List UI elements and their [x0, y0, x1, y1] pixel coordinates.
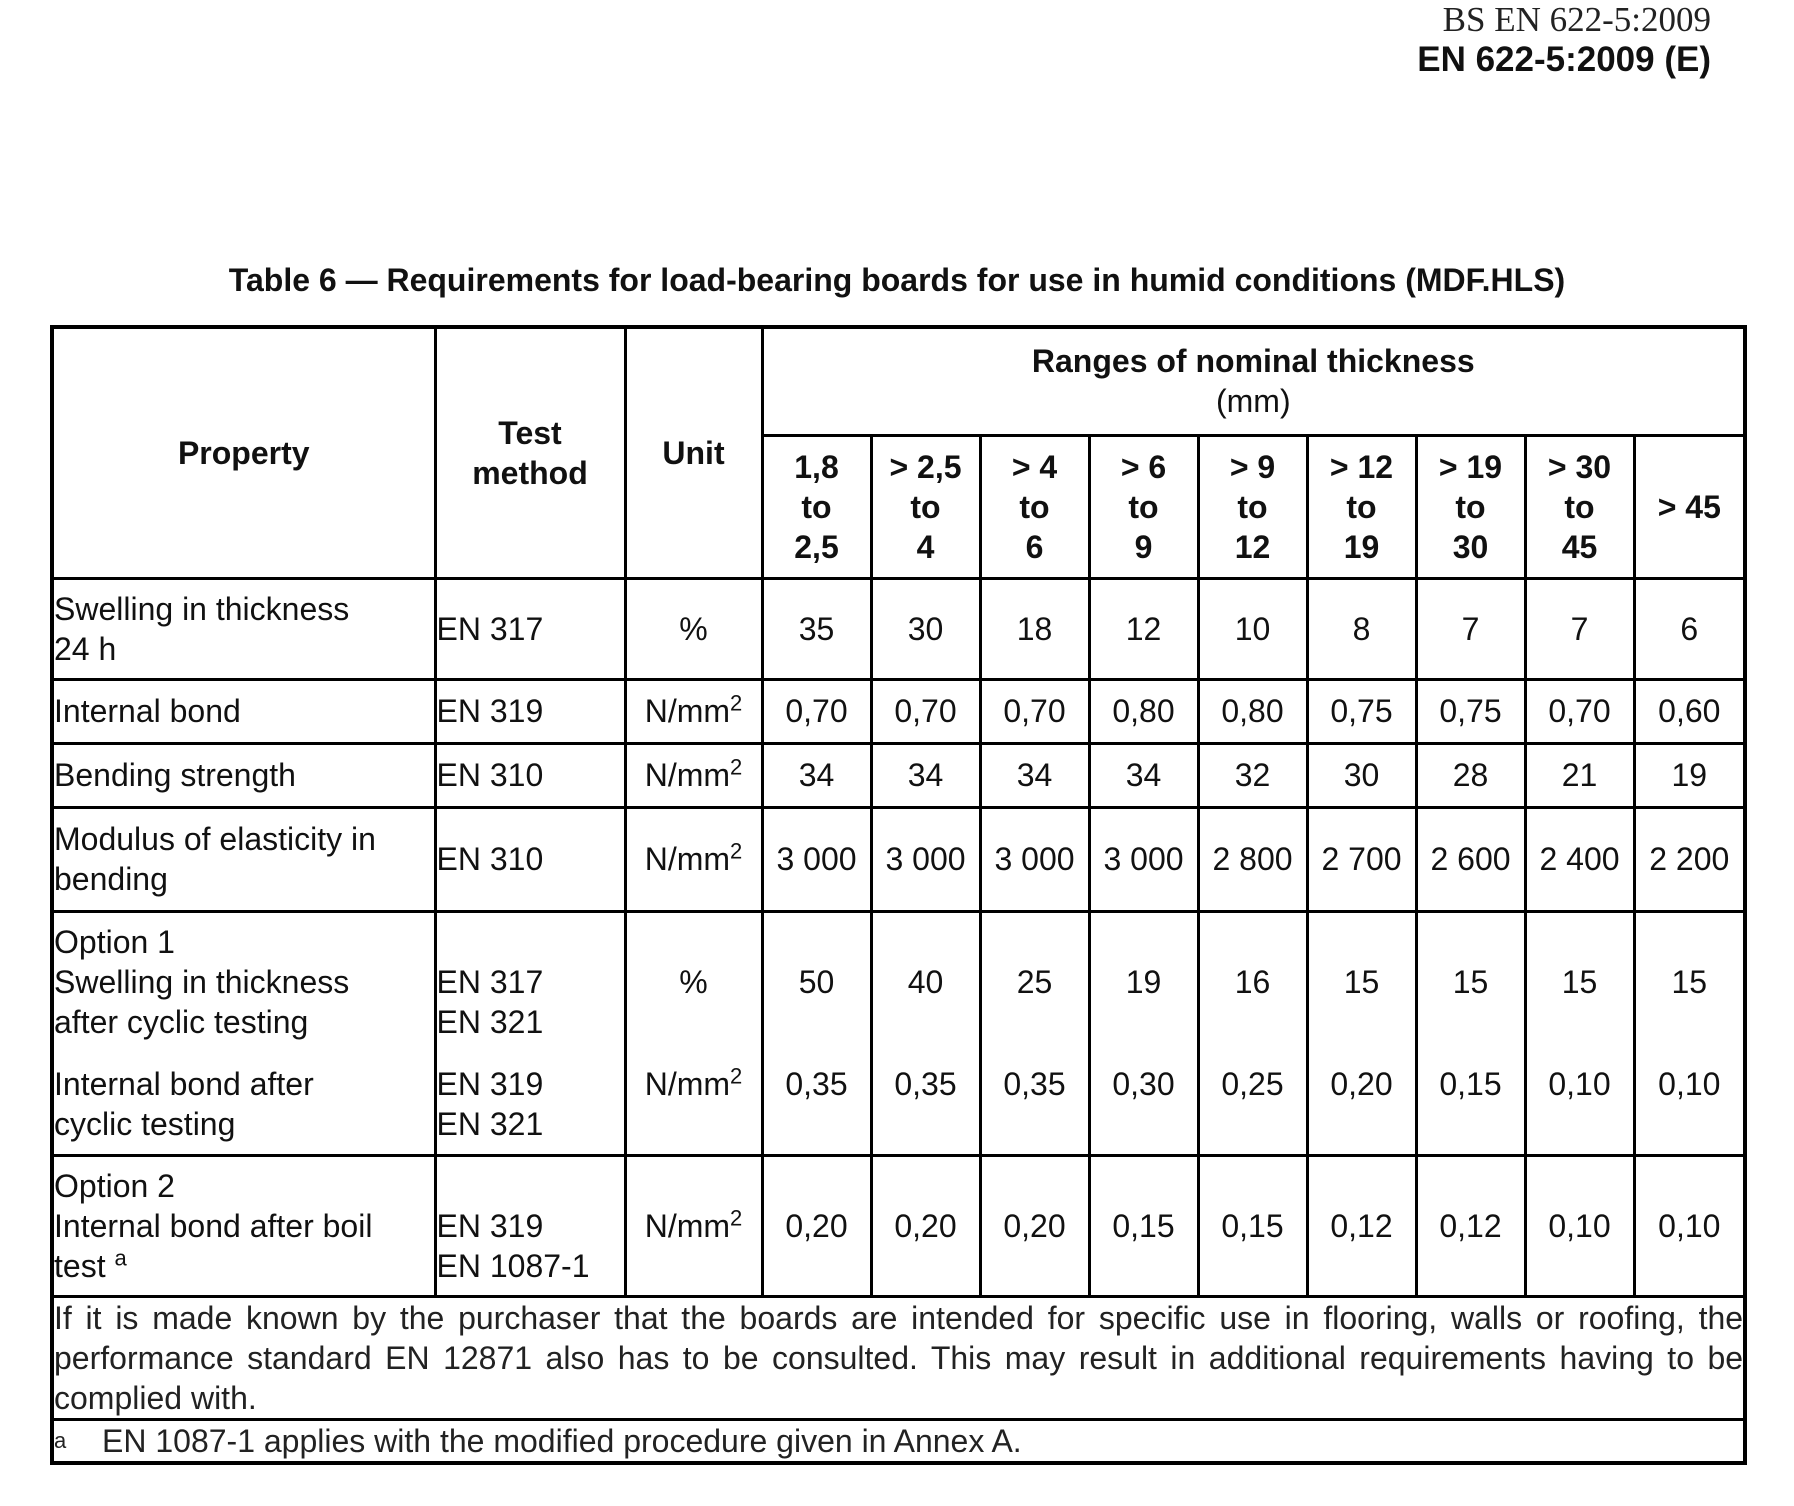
range-line: > 19 — [1438, 448, 1503, 485]
method-line: EN 319 — [436, 1066, 544, 1102]
footnote-mark: a — [54, 1427, 67, 1453]
property-line: cyclic testing — [54, 1106, 236, 1142]
value-a: 15 — [1561, 964, 1598, 1000]
table-row-option-1 — [52, 911, 1745, 1155]
property-line: Swelling in thickness — [54, 590, 350, 627]
header-ranges — [762, 327, 1745, 435]
value-cell: 7 — [1416, 578, 1525, 679]
value-cell: 30 — [871, 578, 980, 679]
value-cell: 3 000 — [1089, 807, 1198, 911]
value-cell: 34 — [980, 743, 1089, 807]
property-line: Internal bond after boil — [54, 1207, 373, 1244]
header-unit: Unit — [625, 327, 762, 578]
value-cell: 30 — [1307, 743, 1416, 807]
value-cell: 0,70 — [762, 679, 871, 743]
value-cell: 35 — [762, 578, 871, 679]
property-line: Internal bond after — [54, 1066, 314, 1102]
unit-text: N/mm — [644, 1207, 731, 1244]
range-line: > 9 — [1229, 448, 1276, 485]
unit-cell — [625, 743, 762, 807]
value-cell: 3 000 — [762, 807, 871, 911]
value-cell: 3 000 — [980, 807, 1089, 911]
range-line: 2,5 — [794, 528, 839, 565]
range-line: > 2,5 — [889, 448, 962, 485]
value-b: 0,20 — [1330, 1066, 1393, 1102]
table-row-option-2 — [52, 1155, 1745, 1296]
unit-cell — [625, 679, 762, 743]
unit-cell — [625, 911, 762, 1155]
value-cell: 2 600 — [1416, 807, 1525, 911]
range-line: 6 — [1025, 528, 1044, 565]
header-row-1 — [52, 327, 1745, 435]
range-line: 19 — [1343, 528, 1380, 565]
value-cell: 0,75 — [1307, 679, 1416, 743]
value-a: 15 — [1671, 964, 1708, 1000]
value-b: 0,10 — [1658, 1066, 1721, 1102]
table-row-footnote — [52, 1419, 1745, 1463]
header-test-method-line2: method — [472, 454, 588, 491]
range-line: > 30 — [1547, 448, 1612, 485]
value-cell: 0,15 — [1089, 1155, 1198, 1296]
value-cell — [871, 911, 980, 1155]
table-row-swelling — [52, 578, 1745, 679]
property-cell — [52, 807, 435, 911]
value-cell: 2 200 — [1634, 807, 1745, 911]
header-range-1 — [762, 435, 871, 578]
value-b: 0,10 — [1548, 1066, 1611, 1102]
value-cell: 28 — [1416, 743, 1525, 807]
range-line: 45 — [1561, 528, 1598, 565]
value-cell: 19 — [1634, 743, 1745, 807]
value-cell: 2 800 — [1198, 807, 1307, 911]
table-footnote — [52, 1419, 1745, 1463]
value-cell — [762, 911, 871, 1155]
value-cell: 0,60 — [1634, 679, 1745, 743]
range-line: to — [1128, 488, 1159, 525]
value-cell: 0,75 — [1416, 679, 1525, 743]
range-line: 1,8 — [794, 448, 839, 485]
header-range-4 — [1089, 435, 1198, 578]
value-cell: 12 — [1089, 578, 1198, 679]
header-ranges-title: Ranges of nominal thickness — [1031, 343, 1475, 380]
value-cell: 8 — [1307, 578, 1416, 679]
unit-cell — [625, 1155, 762, 1296]
value-cell: 0,20 — [980, 1155, 1089, 1296]
footnote-ref: a — [114, 1244, 127, 1270]
unit-text: N/mm — [644, 693, 731, 729]
value-cell — [1307, 911, 1416, 1155]
unit-exponent: 2 — [730, 838, 743, 864]
footnote-text: EN 1087-1 applies with the modified procedure given in Annex A. — [102, 1422, 1022, 1459]
value-cell — [1198, 911, 1307, 1155]
value-cell — [1089, 911, 1198, 1155]
value-b: 0,35 — [894, 1066, 957, 1102]
value-cell: 10 — [1198, 578, 1307, 679]
header-range-6 — [1307, 435, 1416, 578]
range-line: to — [1564, 488, 1595, 525]
range-line: 30 — [1452, 528, 1489, 565]
range-line: to — [801, 488, 832, 525]
table-row-modulus — [52, 807, 1745, 911]
value-b: 0,35 — [1003, 1066, 1066, 1102]
value-cell: 0,10 — [1525, 1155, 1634, 1296]
property-line: test — [54, 1247, 106, 1284]
header-range-2 — [871, 435, 980, 578]
value-cell: 7 — [1525, 578, 1634, 679]
property-line: Modulus of elasticity in — [54, 821, 376, 857]
value-cell: 0,20 — [871, 1155, 980, 1296]
range-line: to — [1019, 488, 1050, 525]
value-a: 15 — [1343, 964, 1380, 1000]
value-cell: 6 — [1634, 578, 1745, 679]
value-a: 16 — [1234, 964, 1271, 1000]
value-a: 50 — [798, 964, 835, 1000]
table-row-bending-strength — [52, 743, 1745, 807]
method-cell: EN 310 — [435, 807, 625, 911]
header-range-8 — [1525, 435, 1634, 578]
value-b: 0,15 — [1439, 1066, 1502, 1102]
range-line: to — [1455, 488, 1486, 525]
method-cell: EN 319 — [435, 679, 625, 743]
value-a: 15 — [1452, 964, 1489, 1000]
value-a: 40 — [907, 964, 944, 1000]
standard-number-en: EN 622-5:2009 (E) — [1417, 40, 1711, 79]
value-cell: 34 — [762, 743, 871, 807]
range-line: to — [1237, 488, 1268, 525]
value-b: 0,35 — [785, 1066, 848, 1102]
header-range-9 — [1634, 435, 1745, 578]
value-cell: 0,70 — [980, 679, 1089, 743]
value-cell: 0,20 — [762, 1155, 871, 1296]
method-cell: EN 310 — [435, 743, 625, 807]
range-line: > 12 — [1329, 448, 1394, 485]
header-range-7 — [1416, 435, 1525, 578]
table-title: Table 6 — Requirements for load-bearing boards for use in humid conditions (MDF.HLS) — [228, 262, 1566, 298]
value-cell: 18 — [980, 578, 1089, 679]
value-cell: 2 700 — [1307, 807, 1416, 911]
value-cell: 0,80 — [1089, 679, 1198, 743]
value-b: 0,25 — [1221, 1066, 1284, 1102]
method-line: EN 321 — [436, 1106, 544, 1142]
range-line: > 45 — [1657, 488, 1721, 525]
method-line: EN 319 — [436, 1207, 544, 1244]
value-cell: 0,70 — [1525, 679, 1634, 743]
range-line: to — [910, 488, 941, 525]
method-line: EN 321 — [436, 1004, 544, 1040]
value-cell: 0,15 — [1198, 1155, 1307, 1296]
property-cell — [52, 1155, 435, 1296]
table-row-internal-bond — [52, 679, 1745, 743]
unit-exponent: 2 — [730, 1063, 743, 1089]
value-cell: 0,80 — [1198, 679, 1307, 743]
header-range-5 — [1198, 435, 1307, 578]
value-cell: 0,10 — [1634, 1155, 1745, 1296]
value-cell: 0,12 — [1307, 1155, 1416, 1296]
property-line: 24 h — [54, 630, 117, 667]
unit-exponent: 2 — [730, 1204, 743, 1230]
header-ranges-unit: (mm) — [1215, 383, 1291, 420]
standard-number-bs: BS EN 622-5:2009 — [1442, 0, 1711, 39]
property-line: after cyclic testing — [54, 1004, 309, 1040]
value-cell — [980, 911, 1089, 1155]
value-cell: 0,70 — [871, 679, 980, 743]
range-line: 12 — [1234, 528, 1271, 565]
property-cell: Internal bond — [52, 679, 435, 743]
value-a: 19 — [1125, 964, 1162, 1000]
value-b: 0,30 — [1112, 1066, 1175, 1102]
unit-cell — [625, 807, 762, 911]
value-cell: 3 000 — [871, 807, 980, 911]
value-cell: 21 — [1525, 743, 1634, 807]
option-label: Option 1 — [54, 924, 175, 960]
range-line: 4 — [916, 528, 935, 565]
method-line: EN 317 — [436, 964, 544, 1000]
range-line: 9 — [1134, 528, 1153, 565]
method-cell — [435, 911, 625, 1155]
unit-text: N/mm — [644, 757, 731, 793]
property-line: bending — [54, 861, 168, 897]
header-property: Property — [52, 327, 435, 578]
value-cell: 0,12 — [1416, 1155, 1525, 1296]
property-cell: Bending strength — [52, 743, 435, 807]
range-line: to — [1346, 488, 1377, 525]
value-cell — [1416, 911, 1525, 1155]
unit-text: N/mm — [644, 841, 731, 877]
value-a: 25 — [1016, 964, 1053, 1000]
unit-text: % — [679, 964, 708, 1000]
method-cell — [435, 1155, 625, 1296]
value-cell: 2 400 — [1525, 807, 1634, 911]
method-line: EN 1087-1 — [436, 1247, 590, 1284]
unit-exponent: 2 — [730, 754, 743, 780]
header-test-method-line1: Test — [498, 414, 562, 451]
requirements-table — [50, 325, 1747, 1465]
value-cell: 34 — [871, 743, 980, 807]
unit-text: N/mm — [644, 1066, 731, 1102]
value-cell: 32 — [1198, 743, 1307, 807]
value-cell — [1525, 911, 1634, 1155]
property-cell — [52, 911, 435, 1155]
unit-exponent: 2 — [730, 690, 743, 716]
option-label: Option 2 — [54, 1167, 175, 1204]
property-line: Swelling in thickness — [54, 964, 350, 1000]
method-cell: EN 317 — [435, 578, 625, 679]
table-note: If it is made known by the purchaser that the boards are intended for specific use in flooring, walls or roofing, the performance standard EN 12871 also has to be consulted. This may result in additional requirements having to be complied with. — [52, 1296, 1745, 1419]
header-range-3 — [980, 435, 1089, 578]
range-line: > 6 — [1120, 448, 1167, 485]
property-cell — [52, 578, 435, 679]
value-cell: 34 — [1089, 743, 1198, 807]
header-test-method — [435, 327, 625, 578]
value-cell — [1634, 911, 1745, 1155]
unit-cell: % — [625, 578, 762, 679]
table-row-note — [52, 1296, 1745, 1419]
range-line: > 4 — [1011, 448, 1058, 485]
